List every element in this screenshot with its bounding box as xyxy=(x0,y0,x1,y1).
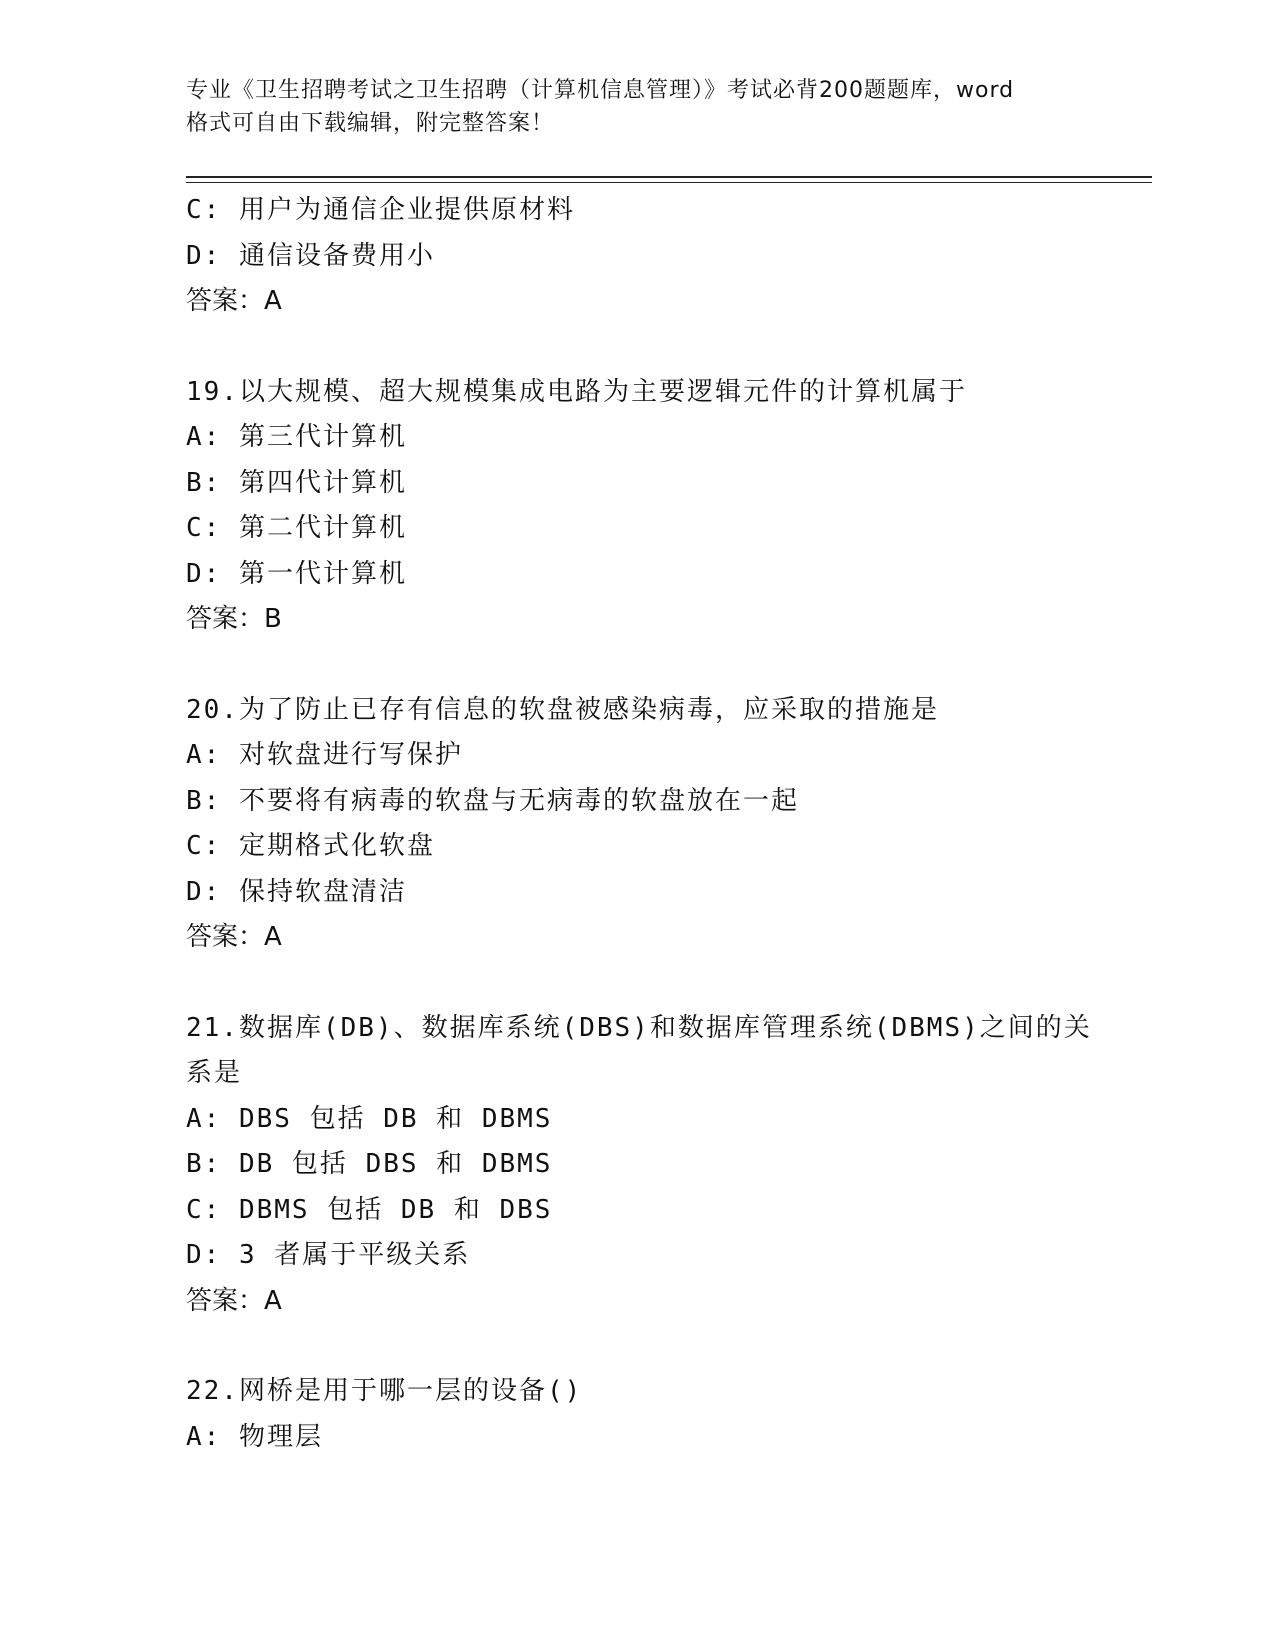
spacer xyxy=(186,961,1086,1006)
option-d: D: 保持软盘清洁 xyxy=(186,876,407,907)
header-intro-line-1: 专业《卫生招聘考试之卫生招聘（计算机信息管理）》考试必背200题题库，word xyxy=(186,78,1015,103)
question-21 xyxy=(186,1006,1092,1325)
answer-label: 答案：A xyxy=(186,1285,282,1316)
question-title: 22.网桥是用于哪一层的设备() xyxy=(186,1376,583,1406)
answer-label: 答案：A xyxy=(186,286,282,316)
option-a: A: 物理层 xyxy=(186,1421,323,1452)
question-title: 20.为了防止已存有信息的软盘被感染病毒，应采取的措施是 xyxy=(186,694,939,725)
answer-label: 答案：A xyxy=(186,922,282,952)
option-c: C: 用户为通信企业提供原材料 xyxy=(186,195,575,225)
option-b: B: DB 包括 DBS 和 DBMS xyxy=(186,1149,553,1179)
question-list xyxy=(186,188,1092,1460)
question-title: 19.以大规模、超大规模集成电路为主要逻辑元件的计算机属于 xyxy=(186,376,967,407)
divider-line-thick xyxy=(186,176,1152,178)
divider-line-thin xyxy=(186,182,1152,183)
spacer xyxy=(186,325,1086,370)
document-header xyxy=(186,74,1086,140)
header-intro-line-2: 格式可自由下载编辑，附完整答案！ xyxy=(186,111,555,136)
option-a: A: 第三代计算机 xyxy=(186,422,407,452)
option-c: C: 第二代计算机 xyxy=(186,513,407,543)
option-c: C: 定期格式化软盘 xyxy=(186,831,435,861)
option-b: B: 不要将有病毒的软盘与无病毒的软盘放在一起 xyxy=(186,785,799,816)
spacer xyxy=(186,643,1086,688)
spacer xyxy=(186,1324,1086,1369)
question-18-tail xyxy=(186,188,1086,325)
question-20 xyxy=(186,688,1086,961)
option-d: D: 通信设备费用小 xyxy=(186,240,435,271)
question-19 xyxy=(186,370,1086,643)
option-d: D: 第一代计算机 xyxy=(186,558,407,589)
answer-label: 答案：B xyxy=(186,604,282,634)
question-22 xyxy=(186,1369,1086,1460)
header-divider xyxy=(186,176,1152,183)
question-title-line-2: 系是 xyxy=(186,1058,243,1088)
question-title-line-1: 21.数据库(DB)、数据库系统(DBS)和数据库管理系统(DBMS)之间的关 xyxy=(186,1012,1092,1043)
option-b: B: 第四代计算机 xyxy=(186,467,407,498)
option-d: D: 3 者属于平级关系 xyxy=(186,1240,471,1270)
option-c: C: DBMS 包括 DB 和 DBS xyxy=(186,1194,553,1225)
option-a: A: 对软盘进行写保护 xyxy=(186,740,463,770)
option-a: A: DBS 包括 DB 和 DBMS xyxy=(186,1103,553,1134)
